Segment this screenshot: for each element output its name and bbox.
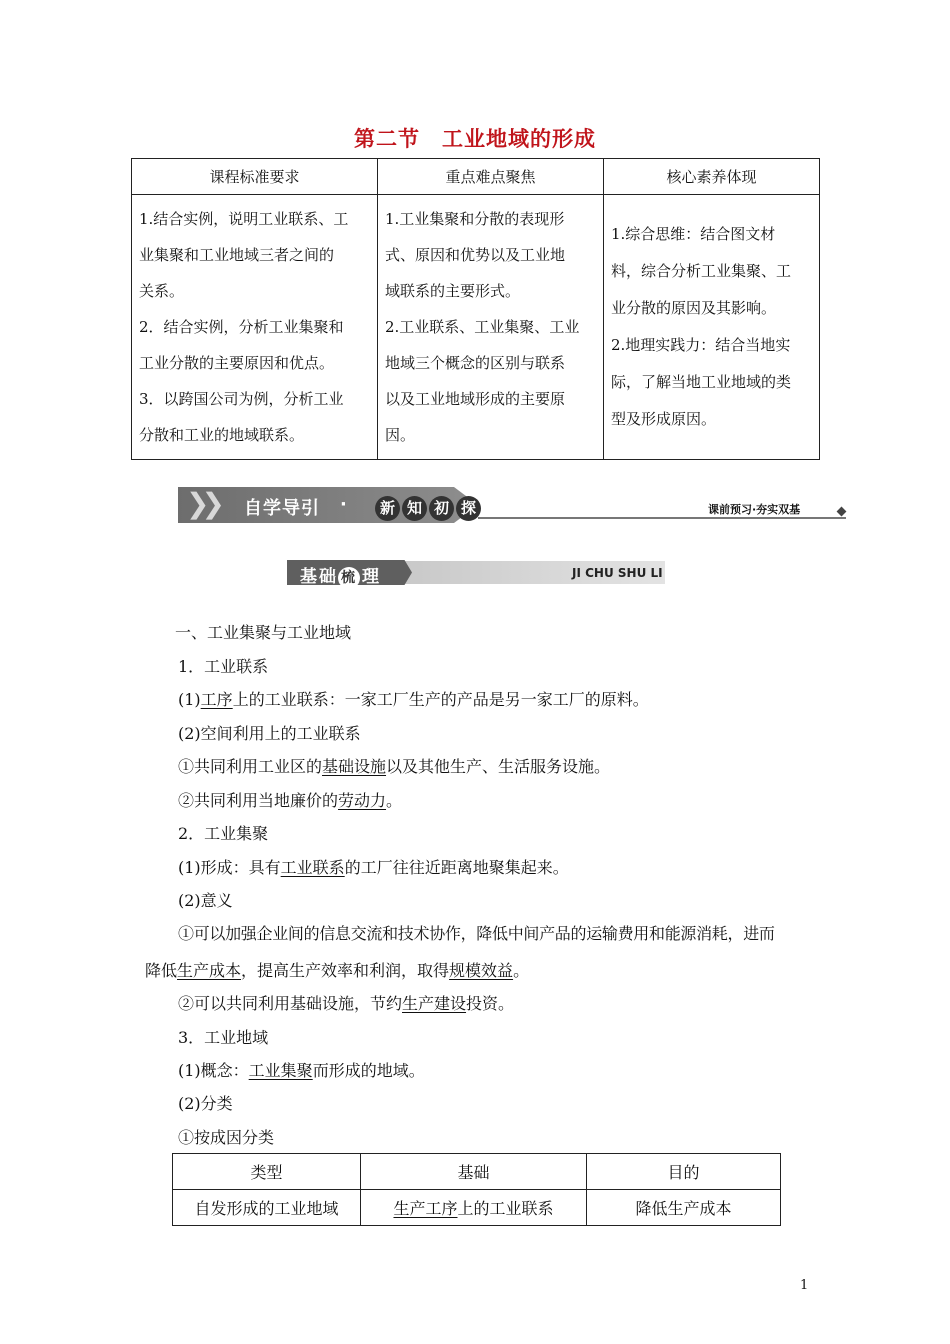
answer-term: 劳动力 — [338, 791, 387, 810]
banner-title: 自学导引 — [244, 498, 320, 519]
text-line: 2.地理实践力：结合当地实 — [611, 336, 791, 354]
literacy-cell — [604, 195, 820, 460]
text-segment: ，提高生产效率和利润，取得 — [241, 961, 450, 980]
text-line: 分散和工业的地域联系。 — [139, 426, 305, 444]
double-chevron-icon: ❯❯ — [186, 487, 217, 520]
text-line: 2.工业联系、工业集聚、工业 — [385, 318, 580, 336]
header-curriculum: 课程标准要求 — [132, 159, 378, 195]
banner-rule — [478, 517, 846, 519]
answer-term: 生产建设 — [402, 994, 467, 1013]
type-cell: 自发形成的工业地域 — [173, 1190, 361, 1226]
circled-char: 探 — [456, 496, 481, 521]
answer-term: 工序 — [200, 690, 233, 709]
heading-1-1: 1．工业联系 — [178, 657, 269, 676]
text-segment: (1)形成：具有 — [178, 858, 281, 877]
purpose-header: 目的 — [587, 1154, 781, 1190]
text-segment: 上的工业联系 — [457, 1199, 554, 1218]
text-line: 域联系的主要形式。 — [385, 282, 521, 300]
text-line: 1.综合思维：结合图文材 — [611, 225, 776, 243]
text-line: 1.结合实例，说明工业联系、工 — [139, 210, 349, 228]
subsection-title — [300, 562, 381, 589]
paragraph: ①按成因分类 — [178, 1128, 275, 1147]
text-segment: ②可以共同利用基础设施，节约 — [178, 994, 403, 1013]
text-segment: ①共同利用工业区的 — [178, 757, 323, 776]
curriculum-cell — [132, 195, 378, 460]
text-line: 地域三个概念的区别与联系 — [385, 354, 566, 372]
text-line: 料，综合分析工业集聚、工 — [611, 262, 792, 280]
page-title: 第二节 工业地域的形成 — [354, 127, 596, 151]
text-line: 以及工业地域形成的主要原 — [385, 390, 566, 408]
paragraph — [178, 754, 610, 777]
basis-header: 基础 — [361, 1154, 587, 1190]
heading-1-2: 2．工业集聚 — [178, 824, 269, 843]
header-literacy: 核心素养体现 — [604, 159, 820, 195]
text-segment: (1)概念： — [178, 1061, 249, 1080]
diamond-icon — [837, 507, 847, 517]
paragraph — [178, 855, 569, 878]
answer-term: 生产成本 — [177, 961, 242, 980]
text-line: 际，了解当地工业地域的类 — [611, 373, 792, 391]
subsection-pinyin: JI CHU SHU LI — [572, 566, 663, 580]
title-char: 础 — [319, 567, 338, 587]
paragraph — [178, 687, 649, 710]
paragraph — [178, 1058, 425, 1081]
answer-term: 生产工序 — [393, 1199, 458, 1218]
text-segment: 。 — [513, 961, 530, 980]
heading-1-3: 3．工业地域 — [178, 1028, 269, 1047]
banner-subtitle: 课前预习·夯实双基 — [708, 503, 801, 516]
text-line: 工业分散的主要原因和优点。 — [139, 354, 335, 372]
text-segment: 以及其他生产、生活服务设施。 — [386, 757, 611, 776]
answer-term: 规模效益 — [449, 961, 514, 980]
text-line: 1.工业集聚和分散的表现形 — [385, 210, 565, 228]
type-header: 类型 — [173, 1154, 361, 1190]
circled-char: 梳 — [338, 567, 360, 589]
text-line: 业集聚和工业地域三者之间的 — [139, 246, 335, 264]
title-char: 理 — [362, 567, 381, 587]
text-line: 业分散的原因及其影响。 — [611, 299, 777, 317]
focus-cell — [378, 195, 604, 460]
purpose-cell: 降低生产成本 — [587, 1190, 781, 1226]
text-line: 关系。 — [139, 282, 185, 300]
paragraph — [178, 788, 402, 811]
paragraph — [145, 958, 529, 981]
header-focus: 重点难点聚焦 — [378, 159, 604, 195]
title-char: 基 — [300, 567, 319, 587]
paragraph — [178, 991, 514, 1014]
circled-char: 新 — [375, 496, 400, 521]
text-segment: (1) — [178, 690, 201, 709]
basis-cell — [361, 1190, 587, 1226]
text-line: 因。 — [385, 426, 416, 444]
text-segment: 投资。 — [466, 994, 515, 1013]
heading-1: 一、工业集聚与工业地域 — [175, 623, 352, 642]
text-segment: 而形成的地域。 — [312, 1061, 425, 1080]
banner-dot: · — [340, 494, 347, 515]
paragraph: (2)分类 — [178, 1094, 233, 1113]
type-table — [172, 1153, 781, 1226]
answer-term: 工业联系 — [280, 858, 345, 877]
circled-char: 知 — [402, 496, 427, 521]
text-segment: ②共同利用当地廉价的 — [178, 791, 339, 810]
standards-table — [131, 158, 820, 460]
circled-char: 初 — [429, 496, 454, 521]
paragraph: ①可以加强企业间的信息交流和技术协作，降低中间产品的运输费用和能源消耗，进而 — [178, 924, 775, 943]
answer-term: 基础设施 — [322, 757, 387, 776]
text-line: 式、原因和优势以及工业地 — [385, 246, 566, 264]
text-segment: 的工厂往往近距离地聚集起来。 — [344, 858, 569, 877]
text-line: 2．结合实例，分析工业集聚和 — [139, 318, 344, 336]
text-line: 3．以跨国公司为例，分析工业 — [139, 390, 344, 408]
answer-term: 工业集聚 — [248, 1061, 313, 1080]
text-line: 型及形成原因。 — [611, 410, 717, 428]
banner-circled-title — [375, 496, 483, 521]
paragraph: (2)空间利用上的工业联系 — [178, 724, 361, 743]
page-number: 1 — [800, 1278, 809, 1293]
text-segment: 降低 — [145, 961, 178, 980]
text-segment: 。 — [386, 791, 403, 810]
paragraph: (2)意义 — [178, 891, 233, 910]
text-segment: 上的工业联系：一家工厂生产的产品是另一家工厂的原料。 — [232, 690, 649, 709]
